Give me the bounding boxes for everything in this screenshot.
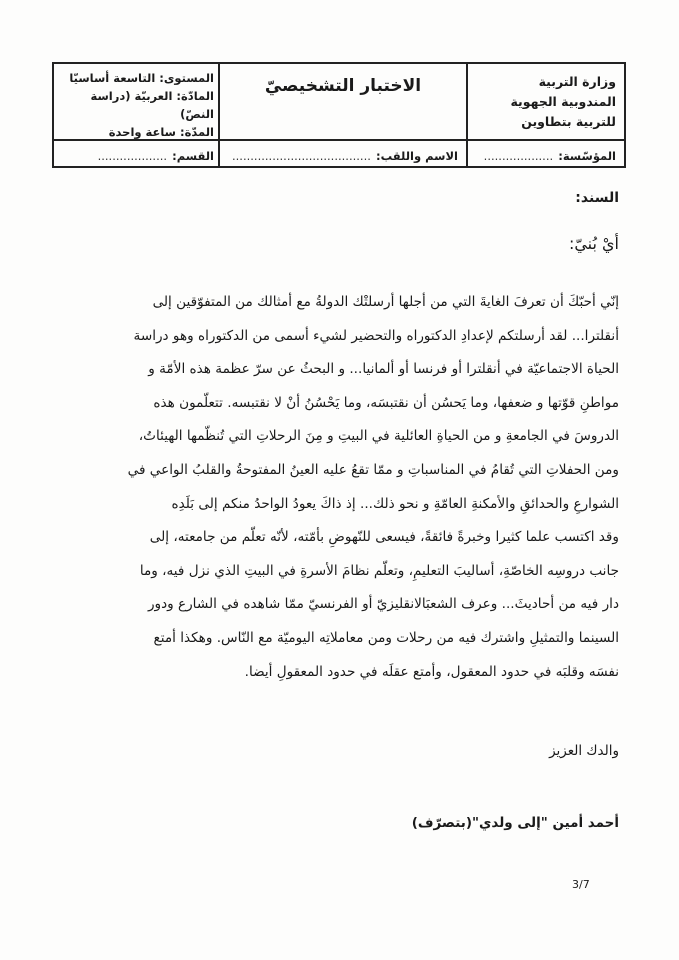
passage-line: الحياة الاجتماعيّة في أنقلترا أو فرنسا أو ألمانيا... و البحثُ عن سرّ عظمة هذه الأمّة و <box>148 361 619 378</box>
passage-line: وقد اكتسب علما كثيرا وخبرةً فائقةً، فيسعى للنّهوضِ بأمّته، لأنّه تعلّم من جامعته، إلى <box>149 529 619 546</box>
page-number: 3/7 <box>572 878 590 891</box>
institution-field[interactable]: ................... <box>483 149 554 163</box>
source-citation: أحمد أمين "إلى ولدي"(بتصرّف) <box>411 815 619 831</box>
subject-text: المادّة: العربيّة (دراسة النصّ) <box>90 89 214 121</box>
passage-line: السينما والتمثيلِ واشترك فيه من رحلات ومن معاملاتِه اليوميّة مع النّاس. وهكذا أمتع <box>153 629 619 646</box>
class-label: القسم: <box>172 149 214 163</box>
passage-line: نفسَه وقلبَه في حدود المعقول، وأمتع عقلَه في حدود المعقولِ أيضا. <box>244 663 619 680</box>
passage-line: دار فيه من أحاديثَ... وعرف الشعبَالانقليزيّ أو الفرنسيّ ممّا شاهده في الشارع ودور <box>147 596 619 613</box>
directorate-text: المندوبية الجهوية للتربية بتطاوين <box>510 94 616 129</box>
header-row-bottom <box>54 141 624 166</box>
name-cell <box>218 141 466 166</box>
passage-line: أنقلترا... لقد أرسلتكم لإعدادِ الدكتوراه والتحضير لشيء أسمى من الدكتوراه وهو دراسة <box>133 327 619 344</box>
passage <box>59 286 619 689</box>
signature: والدك العزيز <box>549 743 619 759</box>
passage-line: مواطنِ قوّتها و ضعفها، وما يَحسُن أن نقتبسَه، وما يَحْسُنُ أنْ لا نقتبسه. تتعلّمون هذه <box>153 394 619 411</box>
passage-line: الشوارعِ والحدائقِ والأمكنةِ العامّةِ و نحو ذلك... إذ ذاكَ يعودُ الواحدُ منكم إلى بَلَدِه <box>171 495 619 512</box>
passage-line: الدروسَ في الجامعةِ و من الحياةِ العائلية في البيتِ و مِنَ الرحلاتِ التي تُنظّمها الهيئاتُ، <box>138 428 619 445</box>
duration-text: المدّة: ساعة واحدة <box>108 125 214 139</box>
institution-label: المؤسّسة: <box>558 149 616 163</box>
level-text: المستوى: التاسعة أساسيّا <box>69 71 214 85</box>
passage-line: ومن الحفلاتِ التي تُقامُ في المناسباتِ و ممّا تقعُ عليه العينُ المفتوحةُ والقلبُ الواعي في <box>127 461 619 478</box>
title-cell <box>218 64 466 139</box>
ministry-text: وزارة التربية <box>538 74 616 89</box>
class-cell <box>54 141 222 166</box>
institution-cell <box>466 141 624 166</box>
greeting: أيْ بُنيّ: <box>568 234 619 253</box>
header-table <box>52 62 626 168</box>
passage-line: إنّي أحبّكَ أن تعرفَ الغايةَ التي من أجلها أرسلتْك الدولةُ مع أمثالك من المتفوّقين إلى <box>152 294 619 310</box>
sanad-label: السند: <box>575 190 619 206</box>
header-row-top <box>54 64 624 141</box>
passage-line: جانب دروسِه الخاصّةِ، أساليبَ التعليمِ، وتعلّم نظامَ الأسرةِ في البيتِ الذي نزل فيه، وما <box>139 562 619 579</box>
info-cell <box>54 64 222 139</box>
ministry-cell <box>466 64 624 139</box>
class-field[interactable]: ................... <box>97 149 168 163</box>
name-label: الاسم واللقب: <box>376 149 458 163</box>
name-field[interactable]: ...................................... <box>231 149 371 163</box>
exam-title: الاختبار التشخيصيّ <box>264 76 422 96</box>
